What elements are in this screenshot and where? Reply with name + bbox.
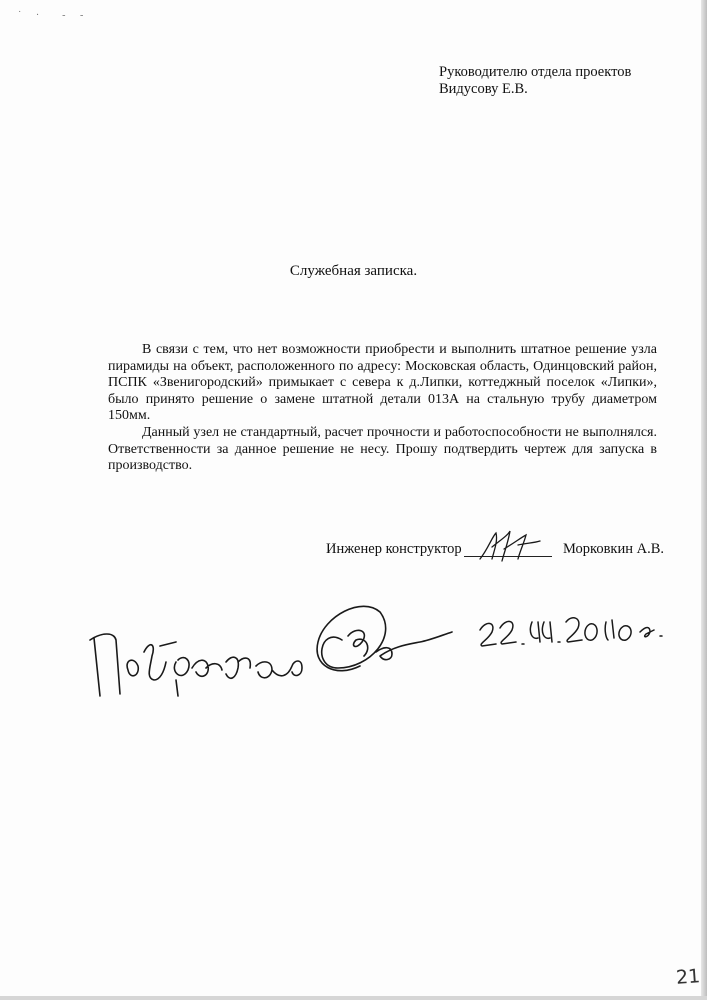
scan-edge-bottom xyxy=(0,996,707,1000)
addressee-line-1: Руководителю отдела проектов xyxy=(439,64,632,80)
addressee-line-2: Видусову Е.В. xyxy=(439,81,528,97)
memo-body xyxy=(108,342,657,475)
handwritten-approval xyxy=(80,596,680,706)
engineer-name: Морковкин А.В. xyxy=(563,541,665,557)
addressee-block xyxy=(439,64,631,98)
engineer-role: Инженер конструктор xyxy=(326,541,462,557)
body-paragraph-2: Данный узел не стандартный, расчет прочности и работоспособности не выполнялся. Ответственности за данное решение не несу. Прошу подтвердить чертеж для запуска в производство. xyxy=(108,424,657,474)
engineer-signature-scribble xyxy=(474,529,544,563)
page-number: 21 xyxy=(675,965,701,989)
document-title: Служебная записка. xyxy=(289,263,418,279)
scan-marks: ˙ · - - xyxy=(18,10,90,21)
scan-edge-shadow xyxy=(701,0,707,1000)
engineer-signature-line xyxy=(326,539,666,563)
body-paragraph-1: В связи с тем, что нет возможности приобрести и выполнить штатное решение узла пирамиды на объект, расположенного по адресу: Московская область, Одинцовский район, ПСПК «Звенигородский» примыкает с севера к д.Липки, коттеджный поселок «Липки», было принято решение о замене штатной детали 013А на стальную трубу диаметром 150мм. xyxy=(108,342,657,424)
